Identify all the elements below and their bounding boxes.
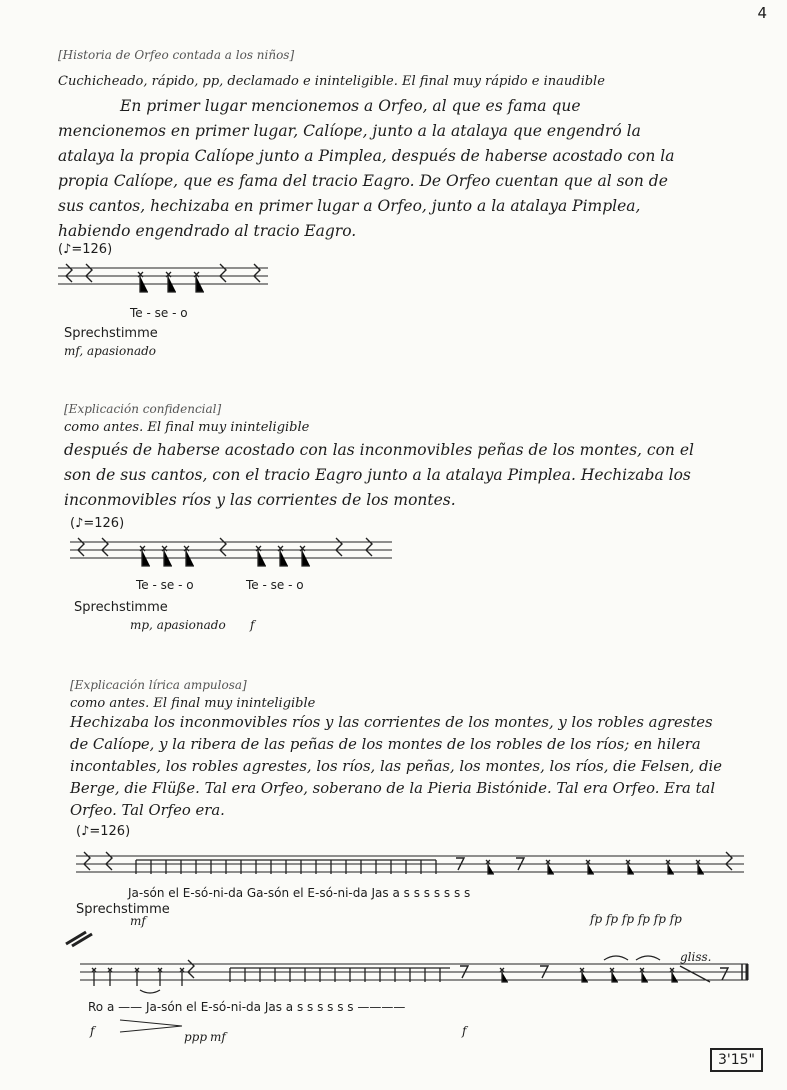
section2-syllables-a: Te - se - o xyxy=(136,578,194,592)
decrescendo-hairpin xyxy=(120,1018,184,1034)
section1-text: En primer lugar mencionemos a Orfeo, al que es fama que mencionemos en primer lugar, Calíope, junto a la atalaya que engendró la atalaya la propia Calíope junto a Pimplea, después de haberse acostado con la propia Calíope, que es fama del tracio Eagro. De Orfeo cuentan que al son de sus cantos, hechizaba en primer lugar a Orfeo, junto a la atalaya Pimplea, habiendo engendrado al tracio Eagro. xyxy=(58,97,675,240)
section3-gliss: gliss. xyxy=(680,950,712,964)
section3-dyn-ppp: ppp xyxy=(184,1030,208,1044)
section3-staff-2 xyxy=(80,954,748,994)
section3-dyn-f2: f xyxy=(462,1024,467,1038)
section3-staff-1 xyxy=(76,848,744,884)
section3-dyn-f1: f xyxy=(90,1024,95,1038)
section2-dynamic-f: f xyxy=(250,618,255,632)
section2-tempo: (♪=126) xyxy=(70,516,125,531)
section3-dyn-mf2: mf xyxy=(210,1030,226,1044)
section3-fp-marks: fp fp fp fp fp fp xyxy=(590,912,682,926)
section3-voice: Sprechstimme xyxy=(76,902,170,917)
section1-voice: Sprechstimme xyxy=(64,326,158,341)
section2-voice: Sprechstimme xyxy=(74,600,168,615)
section3-syllables-2: Ro a —— Ja-són el E-só-ni-da Jas a s s s s s s ———— xyxy=(88,1000,406,1014)
section1-heading: [Historia de Orfeo contada a los niños] xyxy=(58,48,295,62)
section3-heading: [Explicación lírica ampulosa] xyxy=(70,678,247,692)
section1-tempo: (♪=126) xyxy=(58,242,113,257)
section3-dynamic-mf: mf xyxy=(130,914,146,928)
section2-direction: como antes. El final muy ininteligible xyxy=(64,420,310,435)
section1-syllables: Te - se - o xyxy=(130,306,188,320)
section2-syllables-b: Te - se - o xyxy=(246,578,304,592)
section2-text: después de haberse acostado con las inconmovibles peñas de los montes, con el son de sus cantos, con el tracio Eagro junto a la atalaya Pimplea. Hechizaba los inconmovibles ríos y las corrientes de los montes. xyxy=(64,441,694,509)
page-number: 4 xyxy=(757,4,767,22)
section2-staff xyxy=(70,536,392,576)
timing-box: 3'15" xyxy=(710,1048,763,1072)
section3-text: Hechizaba los inconmovibles ríos y las corrientes de los montes, y los robles agrestes de Calíope, y la ribera de las peñas de los montes de los robles de los ríos; en hilera incontables, los robles agrestes, los ríos, las peñas, los montes, los ríos, die Felsen, die Berge, die Flüße. Tal era Orfeo, soberano de la Pieria Bistónide. Tal era Orfeo. Era tal Orfeo. Tal Orfeo era. xyxy=(70,714,723,819)
section1-direction: Cuchicheado, rápido, pp, declamado e ininteligible. El final muy rápido e inaudible xyxy=(58,74,605,89)
section1-dynamic: mf, apasionado xyxy=(64,344,157,358)
section3-tempo: (♪=126) xyxy=(76,824,131,839)
section3-syllables-1: Ja-són el E-só-ni-da Ga-són el E-só-ni-da Jas a s s s s s s s xyxy=(128,886,471,900)
system-break-mark xyxy=(66,930,92,946)
section3-direction: como antes. El final muy ininteligible xyxy=(70,696,316,711)
section2-dynamic: mp, apasionado xyxy=(130,618,226,632)
section2-heading: [Explicación confidencial] xyxy=(64,402,222,416)
section1-staff xyxy=(58,262,268,302)
